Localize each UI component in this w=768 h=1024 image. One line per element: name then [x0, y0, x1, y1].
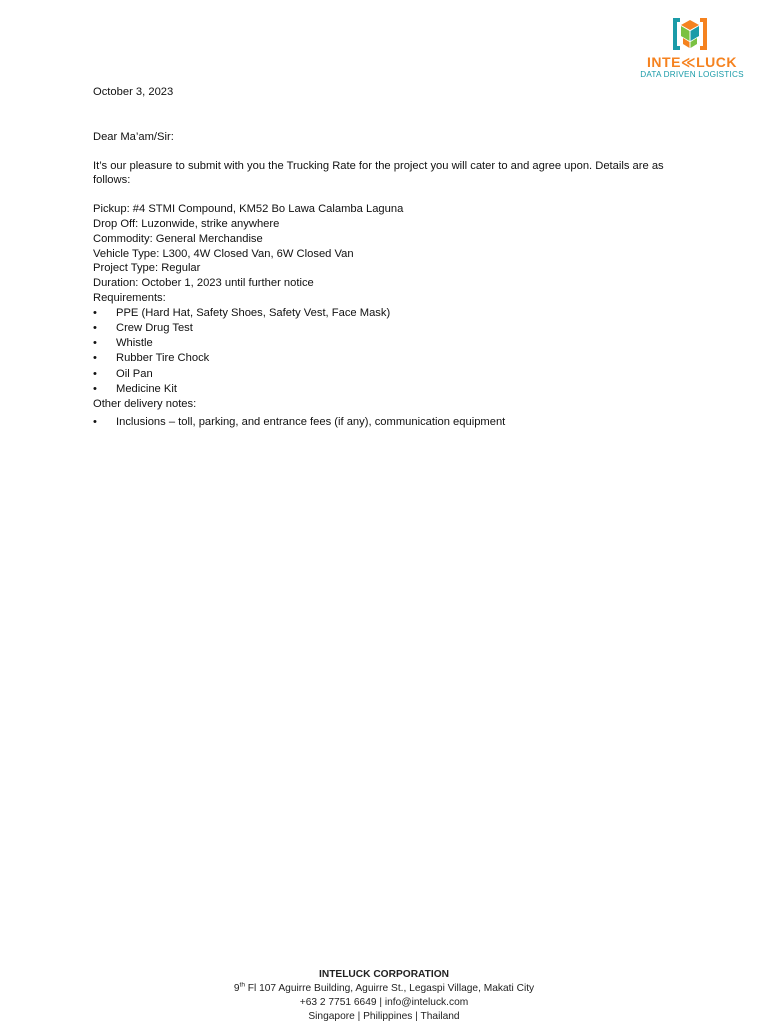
- logo-mark-icon: [670, 14, 710, 54]
- bullet: •: [93, 337, 97, 350]
- vehicle-type-line: Vehicle Type: L300, 4W Closed Van, 6W Closed Van: [93, 247, 354, 260]
- footer-contact: +63 2 7751 6649 | info@inteluck.com: [299, 997, 469, 1008]
- requirements-label: Requirements:: [93, 291, 166, 304]
- list-item: [93, 382, 683, 397]
- salutation: Dear Ma’am/Sir:: [93, 130, 174, 143]
- bullet: •: [93, 367, 97, 380]
- bullet: •: [93, 415, 97, 428]
- footer-company-name: INTELUCK CORPORATION: [319, 969, 449, 980]
- bullet: •: [93, 321, 97, 334]
- list-item-text: Whistle: [116, 337, 153, 350]
- list-item: [93, 367, 683, 382]
- other-notes-list: [93, 415, 683, 430]
- list-item: [93, 351, 683, 366]
- project-details: [93, 202, 683, 306]
- list-item-text: Inclusions – toll, parking, and entrance fees (if any), communication equipment: [116, 415, 506, 428]
- duration-line: Duration: October 1, 2023 until further notice: [93, 277, 314, 290]
- pickup-line: Pickup: #4 STMI Compound, KM52 Bo Lawa Calamba Laguna: [93, 203, 404, 216]
- footer-locations: Singapore | Philippines | Thailand: [308, 1011, 460, 1022]
- footer-address-floor: 9: [233, 983, 240, 994]
- intro-paragraph: It’s our pleasure to submit with you the Trucking Rate for the project you will cater to and agree upon. Details are as follows:: [93, 159, 664, 187]
- list-item: [93, 415, 683, 430]
- letter-date: October 3, 2023: [93, 86, 174, 98]
- list-item: [93, 306, 683, 321]
- commodity-line: Commodity: General Merchandise: [93, 232, 263, 245]
- list-item-text: Rubber Tire Chock: [116, 352, 210, 365]
- logo-k-icon: ≪: [680, 54, 697, 70]
- logo-wordmark-right: LUCK: [696, 54, 737, 70]
- bullet: •: [93, 306, 97, 319]
- list-item: [93, 336, 683, 351]
- footer-address-suffix: th: [239, 981, 245, 989]
- list-item-text: PPE (Hard Hat, Safety Shoes, Safety Vest, Face Mask): [116, 306, 391, 319]
- footer-address-rest: Fl 107 Aguirre Building, Aguirre St., Legaspi Village, Makati City: [244, 983, 535, 994]
- company-logo: [636, 14, 748, 80]
- list-item-text: Oil Pan: [116, 367, 153, 380]
- requirements-list: [93, 306, 683, 397]
- list-item-text: Crew Drug Test: [116, 321, 193, 334]
- dropoff-line: Drop Off: Luzonwide, strike anywhere: [93, 217, 280, 230]
- footer-address: [0, 982, 768, 996]
- bullet: •: [93, 382, 97, 395]
- list-item-text: Medicine Kit: [116, 382, 177, 395]
- letterhead-footer: [0, 968, 768, 1024]
- project-type-line: Project Type: Regular: [93, 262, 201, 275]
- bullet: •: [93, 352, 97, 365]
- other-notes-label: Other delivery notes:: [93, 397, 197, 410]
- list-item: [93, 321, 683, 336]
- logo-wordmark: [636, 54, 748, 70]
- logo-tagline: DATA DRIVEN LOGISTICS: [640, 70, 744, 79]
- logo-wordmark-left: INTE: [647, 54, 681, 70]
- letter-body: [93, 85, 683, 430]
